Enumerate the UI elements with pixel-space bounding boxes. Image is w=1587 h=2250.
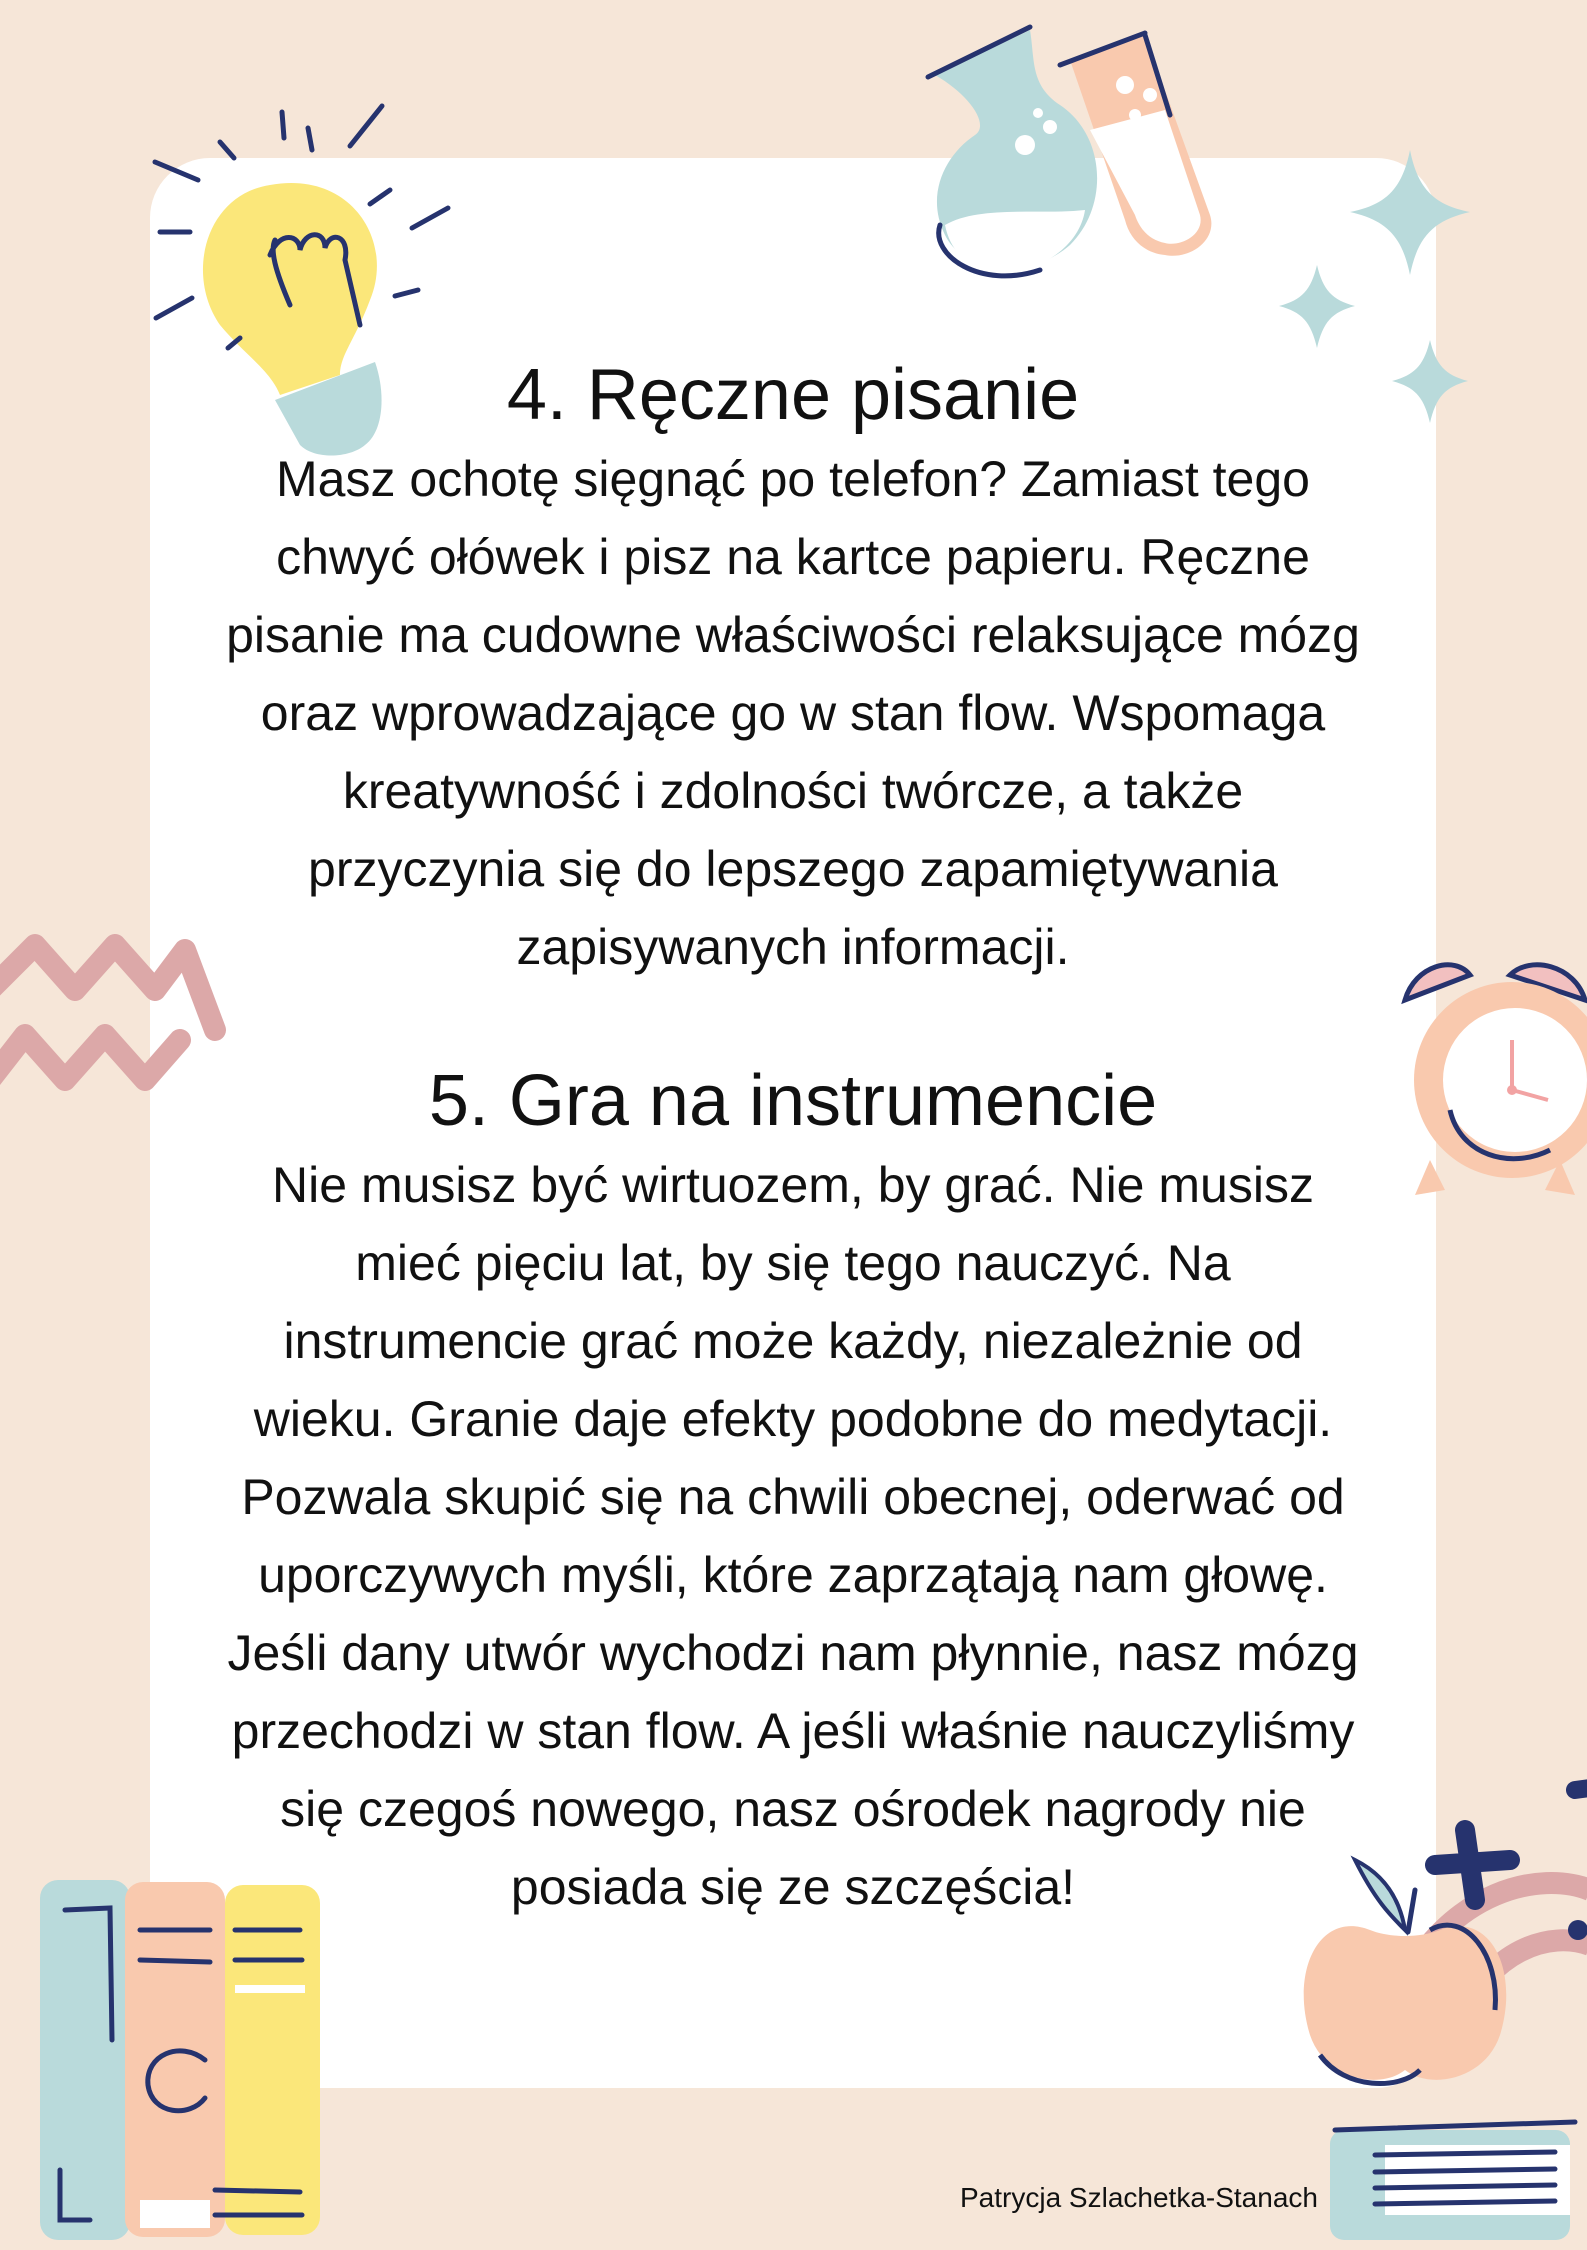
section-4-line: oraz wprowadzające go w stan flow. Wspomaga <box>260 685 1326 741</box>
section-5-title: 5. Gra na instrumencie <box>428 1061 1158 1141</box>
section-5-line: się czegoś nowego, nasz ośrodek nagrody nie <box>280 1781 1306 1837</box>
section-4-line: zapisywanych informacji. <box>516 919 1070 975</box>
section-5-line: instrumencie grać może każdy, niezależnie od <box>283 1313 1303 1369</box>
section-5-line: Pozwala skupić się na chwili obecnej, oderwać od <box>241 1469 1345 1525</box>
section-5-line: wieku. Granie daje efekty podobne do medytacji. <box>253 1391 1333 1447</box>
section-4-line: pisanie ma cudowne właściwości relaksujące mózg <box>226 607 1360 663</box>
section-5-line: posiada się ze szczęścia! <box>510 1859 1076 1915</box>
section-4-title: 4. Ręczne pisanie <box>506 355 1080 435</box>
section-5-line: przechodzi w stan flow. A jeśli właśnie nauczyliśmy <box>231 1703 1355 1759</box>
section-4-line: Masz ochotę sięgnąć po telefon? Zamiast tego <box>276 451 1310 507</box>
books-icon <box>20 1870 340 2250</box>
section-5-line: mieć pięciu lat, by się tego nauczyć. Na <box>355 1235 1231 1291</box>
section-5-line: uporczywych myśli, które zaprzątają nam głowę. <box>258 1547 1328 1603</box>
section-5-line: Nie musisz być wirtuozem, by grać. Nie musisz <box>272 1157 1314 1213</box>
plus-icon <box>1430 1770 1587 1950</box>
section-4-line: chwyć ołówek i pisz na kartce papieru. Ręczne <box>276 529 1310 585</box>
section-4-line: przyczynia się do lepszego zapamiętywania <box>308 841 1278 897</box>
section-5-line: Jeśli dany utwór wychodzi nam płynnie, nasz mózg <box>227 1625 1359 1681</box>
main-content <box>150 350 1436 1926</box>
author-credit: Patrycja Szlachetka-Stanach <box>960 2182 1318 2213</box>
section-4-line: kreatywność i zdolności twórcze, a także <box>342 763 1244 819</box>
flask-icon <box>920 15 1240 285</box>
